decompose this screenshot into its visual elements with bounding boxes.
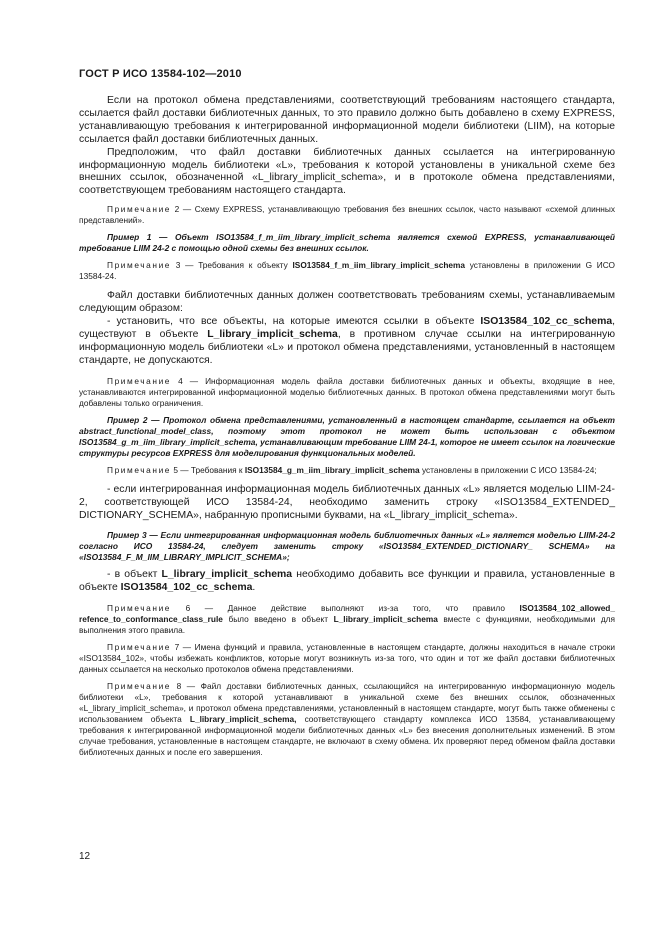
note-code: ISO13584_102_allowed_ refence_to_conformance_class_rule (79, 603, 615, 625)
page-number: 12 (79, 851, 91, 862)
list-text: - установить, что все объекты, на которые имеются ссылки в объекте (107, 316, 481, 328)
list-text: , существуют в объекте (79, 316, 615, 340)
note-text: соответствующего стандарту комплекса ИСО 13584, устанавливающему требования к интегрированной информационной модели библиотечных данных «L» без внесения дополнительных изменений. В этом случае требования, установленные в настоящем стандарте, не включают в схему обмена. Их проверяют перед обменом файла доставки библиотечных данных и после его завершения. (79, 714, 615, 758)
list-text: - в объект (107, 569, 162, 581)
note-text: 8 — Файл доставки библиотечных данных, ссылающийся на интегрированную информационную модель библиотеки «L», требования к которой устанавливают в уникальной схеме без внешних ссылок, обозначенных «L_library_implicit_schema», и протокол обмена представлениями, установленный в настоящем стандарте, могут быть также обменены с использованием объекта (79, 681, 615, 725)
note-label: Примечание (107, 464, 172, 475)
list-item (79, 569, 615, 595)
note (79, 465, 615, 476)
note-text: 3 — Требования к объекту (171, 260, 293, 271)
note-text: 5 — Требования к (171, 464, 245, 475)
list-code: L_library_implicit_schema (207, 328, 338, 340)
note (79, 681, 615, 758)
note-text: установлены в приложении G ИСО 13584-24. (79, 260, 616, 282)
note-text: 2 — Схему EXPRESS, устанавливающую требования без внешних ссылок, часто называют «схемой длинных представлений». (79, 204, 615, 226)
note-code: ISO13584_g_m_iim_library_implicit_schema (244, 464, 420, 475)
note-code: L_library_implicit_schema (333, 614, 438, 625)
note-label: Примечание (107, 260, 172, 271)
paragraph: Предположим, что файл доставки библиотечных данных ссылается на интегрированную информационную модель библиотеки «L», требования к которой установлены в уникальной схеме без внешних ссылок, обозначенной «L_library_implicit_schema», и в протоколе обмена представлениями, соответствующем требованиям настоящего стандарта. (79, 146, 615, 197)
list-text: необходимо добавить все функции и правила, установленные в объекте (79, 569, 615, 594)
note (79, 376, 615, 409)
note-text: 4 — Информационная модель файла доставки библиотечных данных и объекты, входящие в нее, устанавливаются интегрированной информационной моделью библиотечных данных. В протокол обмена представлениями могут быть добавлены только ограничения. (79, 375, 615, 408)
note (79, 603, 615, 636)
list-code: L_library_implicit_schema (161, 569, 293, 581)
note-text: вместе с функциями, необходимыми для выполнения этого правила. (79, 614, 615, 636)
list-text: . (252, 582, 256, 594)
note-label: Примечание (107, 375, 172, 386)
paragraph: Если на протокол обмена представлениями, соответствующий требованиям настоящего стандарта, ссылается файл доставки библиотечных данных, то это правило должно быть добавлено в схему EXPRESS, устанавливающую требования к интегрированной информационной модели библиотеки (LIIM), на которые ссылается файл доставки библиотечных данных. (79, 95, 615, 145)
note-label: Примечание (107, 603, 172, 614)
document-header: ГОСТ Р ИСО 13584-102—2010 (79, 68, 242, 80)
note-text: установлены в приложении С ИСО 13584-24; (419, 464, 597, 475)
list-code: ISO13584_102_cc_schema (120, 582, 253, 594)
list-item: - если интегрированная информационная модель библиотечных данных «L» является моделью LIIM-24-2, соответствующей ИСО 13584-24, необходимо заменить строку «ISO13584_EXTENDED_ DICTIONARY_SCHEMA», набранную прописными буквами, на «L_library_implicit_schema». (79, 483, 615, 521)
list-text: , в противном случае ссылки на интегрированную информационную модель библиотеки «L» и протокол обмена представлениями, установленный в настоящем стандарте, не допускаются. (79, 328, 615, 366)
note-label: Примечание (107, 642, 172, 653)
example: Пример 1 — Объект ISO13584_f_m_iim_library_implicit_schema является схемой EXPRESS, устанавливающей требование LIIM 24-2 с помощью одной схемы без внешних ссылок. (79, 232, 615, 254)
example: Пример 2 — Протокол обмена представлениями, установленный в настоящем стандарте, ссылается на объект abstract_functional_model_class, поэтому этот протокол не может быть использован с объектом ISO13584_g_m_iim_library_implicit_schema, устанавливающим требование LIIM 24-1, которое не имеет ссылок на логические структуры ресурсов EXPRESS для моделирования функциональных моделей. (79, 414, 615, 458)
note-text: 7 — Имена функций и правила, установленные в настоящем стандарте, должны находиться в начале строки «ISO13584_102», чтобы избежать конфликтов, которые могут возникнуть из-за того, что один и тот же файл доставки библиотечных данных ссылается на несколько протоколов обмена представлениями. (79, 642, 615, 675)
note-text: 6 — Данное действие выполняют из-за того, что правило (171, 603, 520, 614)
list-code: ISO13584_102_cc_schema (480, 316, 613, 328)
note (79, 260, 615, 282)
example: Пример 3 — Если интегрированная информационная модель библиотечных данных «L» является моделью LIIM-24-2 согласно ИСО 13584-24, следует заменить строку «ISO13584_EXTENDED_DICTIONARY_ SCHEMA» на «ISO13584_F_M_IIM_LIBRARY_IMPLICIT_SCHEMA»; (79, 530, 615, 563)
list-item (79, 316, 615, 368)
note-text: было введено в объект (222, 614, 334, 625)
note (79, 204, 615, 226)
document-body (79, 95, 615, 758)
note-code: ISO13584_f_m_iim_library_implicit_schema (292, 260, 465, 271)
note-label: Примечание (107, 204, 172, 215)
paragraph: Файл доставки библиотечных данных должен соответствовать требованиям схемы, устанавливаемым следующим образом: (79, 290, 615, 315)
note-code: L_library_implicit_schema, (189, 714, 297, 725)
note (79, 642, 615, 675)
note-label: Примечание (107, 681, 172, 692)
